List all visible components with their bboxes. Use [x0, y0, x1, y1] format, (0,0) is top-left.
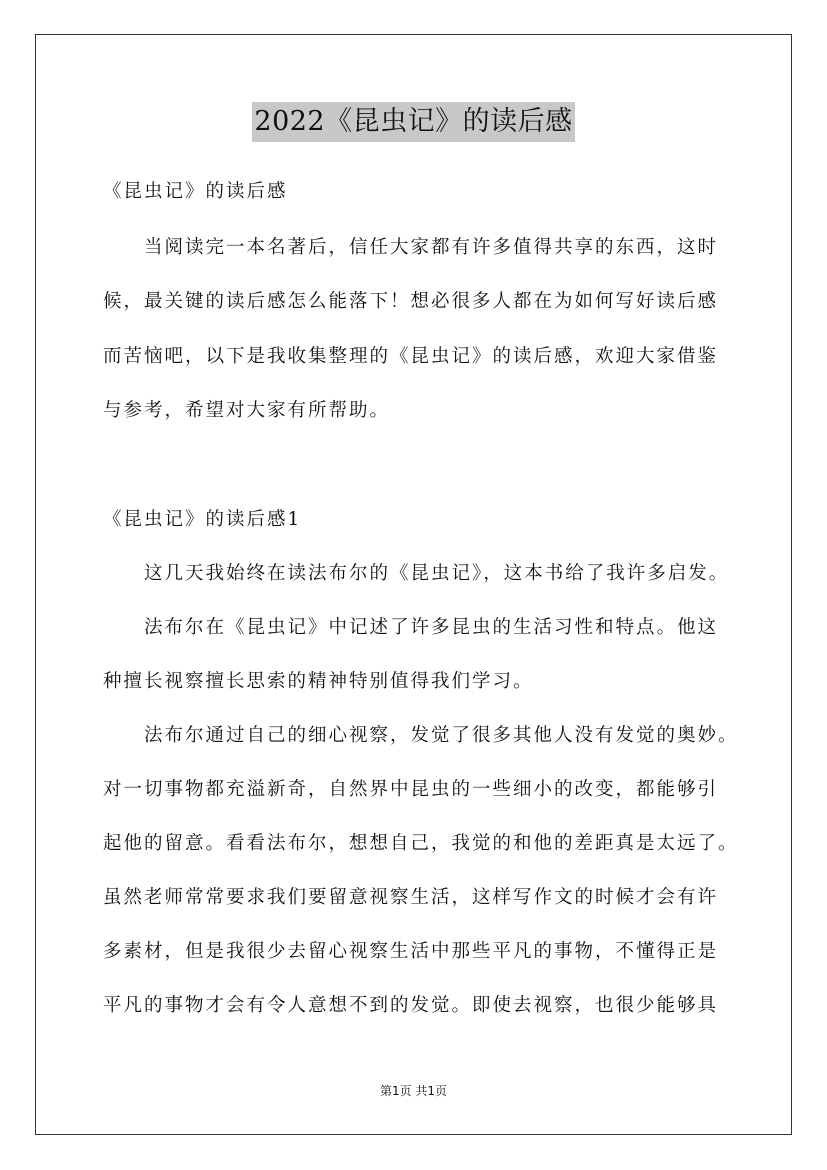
body-line-8: 多素材，但是我很少去留心视察生活中那些平凡的事物，不懂得正是	[103, 941, 719, 962]
title-container	[0, 102, 827, 142]
body-line-3: 种擅长视察擅长思索的精神特别值得我们学习。	[103, 671, 534, 692]
body-line-7: 虽然老师常常要求我们要留意视察生活，这样写作文的时候才会有许	[103, 887, 719, 908]
body-line-4: 法布尔通过自己的细心视察，发觉了很多其他人没有发觉的奥妙。	[144, 725, 739, 746]
body-line-2: 法布尔在《昆虫记》中记述了许多昆虫的生活习性和特点。他这	[144, 617, 719, 638]
page-number: 第1页 共1页	[379, 1084, 448, 1098]
document-title: 2022《昆虫记》的读后感	[252, 102, 574, 142]
body-line-6: 起他的留意。看看法布尔，想想自己，我觉的和他的差距真是太远了。	[103, 833, 739, 854]
intro-line-1: 当阅读完一本名著后，信任大家都有许多值得共享的东西，这时	[144, 237, 719, 258]
intro-line-4: 与参考，希望对大家有所帮助。	[103, 400, 391, 421]
body-line-5: 对一切事物都充溢新奇，自然界中昆虫的一些细小的改变，都能够引	[103, 779, 719, 800]
body-line-9: 平凡的事物才会有令人意想不到的发觉。即使去视察，也很少能够具	[103, 995, 719, 1016]
section-heading-1: 《昆虫记》的读后感1	[103, 509, 302, 530]
body-line-1: 这几天我始终在读法布尔的《昆虫记》，这本书给了我许多启发。	[144, 563, 730, 584]
intro-line-2: 候，最关键的读后感怎么能落下！想必很多人都在为如何写好读后感	[103, 291, 719, 312]
section-heading-main: 《昆虫记》的读后感	[103, 181, 288, 202]
intro-line-3: 而苦恼吧，以下是我收集整理的《昆虫记》的读后感，欢迎大家借鉴	[103, 346, 719, 367]
